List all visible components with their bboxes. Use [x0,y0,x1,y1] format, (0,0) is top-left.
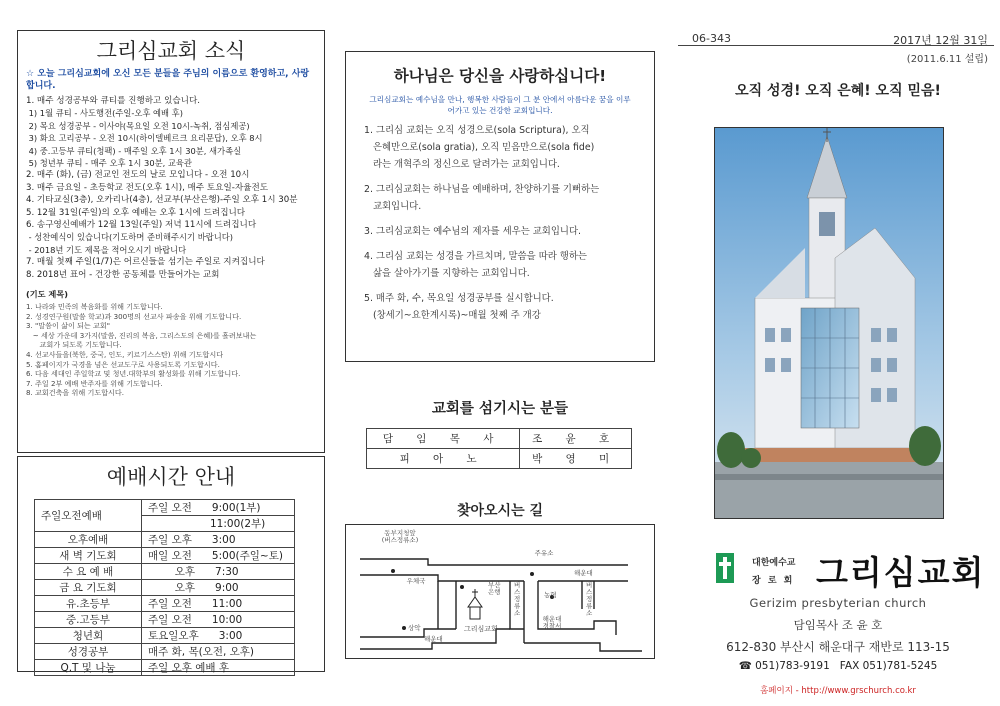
map-label-bus-stop-2: 버 스 정 류 소 [586,581,593,617]
worship-service-name: 오후예배 [35,532,142,548]
news-item: 3) 화요 고리공부 - 오전 10시(하이델베르크 요리문답), 오후 8시 [26,133,263,144]
worship-row [35,500,295,516]
worship-time: 토요일오후 3:00 [142,628,295,644]
worship-time: 매일 오전 5:00(주일~토) [142,548,295,564]
worship-time: 오후 9:00 [142,580,295,596]
map-label-haeundae-bottom: 해운대 [424,635,443,643]
church-map-icon [468,589,482,619]
church-cross-logo [716,553,734,583]
love-item: 2. 그리심교회는 하나님을 예배하며, 찬양하기를 기뻐하는 [364,184,600,195]
worship-time: 주일 오전 10:00 [142,612,295,628]
love-title: 하나님은 당신을 사랑하십니다! [393,67,607,85]
news-item: 4) 중.고등부 큐티(청팩) - 매주일 오후 1시 30분, 새가족실 [26,145,242,156]
worship-service-name: 새 벽 기도회 [35,548,142,564]
worship-service-name: 청년회 [35,628,142,644]
love-box [345,51,655,362]
issue-code: 06-343 [692,32,731,45]
worship-row [35,548,295,564]
prayer-item: 교회가 되도록 기도합니다. [26,340,122,350]
worship-service-name: 금 요 기도회 [35,580,142,596]
prayer-item: 2. 성경연구원(말씀 학교)과 300명의 선교사 파송을 위해 기도합니다. [26,311,242,321]
love-item: 4. 그리심 교회는 성경을 가르치며, 말씀을 따라 행하는 [364,251,587,262]
church-address: 612-830 부산시 해운대구 재반로 113-15 [726,640,950,654]
church-name: 그리심교회 [816,553,986,592]
news-items [18,92,324,281]
love-item [364,215,654,223]
map-label-dongbu: 동부지청앞 (버스정류소) [381,529,419,544]
prayer-title: (기도 제목) [26,289,68,300]
love-items [346,116,654,324]
map-label-nonghyup: 농협 [544,591,557,599]
server-role: 피 아 노 [367,449,520,469]
worship-row [35,660,295,676]
server-row [367,449,632,469]
server-name: 조 윤 호 [520,429,632,449]
servers-title: 교회를 섬기시는 분들 [431,401,569,417]
denomination-bottom: 장 로 회 [752,576,795,586]
worship-service-name: 수 요 예 배 [35,564,142,580]
church-english-name: Gerizim presbyterian church [749,596,927,610]
server-role: 담 임 목 사 [367,429,520,449]
prayer-item: 3. "말씀이 삶이 되는 교회" [26,321,110,331]
issue-date: 2017년 12월 31일 [893,34,988,47]
news-item: - 2018년 기도 제목을 적어오시기 바랍니다 [26,244,187,255]
directions-map [346,525,654,658]
founded-date: (2011.6.11 설립) [906,54,988,65]
worship-row [35,532,295,548]
header-rule [678,45,994,46]
worship-time: 주일 오후 3:00 [142,532,295,548]
worship-row [35,628,295,644]
worship-service-name: 주일오전예배 [35,500,142,532]
worship-row [35,644,295,660]
map-label-bus-stop-1: 버 스 정 류 소 [514,581,521,617]
map-label-post-office: 우체국 [406,577,426,585]
worship-row [35,564,295,580]
love-item: 삶을 살아가기를 지향하는 교회입니다. [364,268,530,279]
prayer-items [18,302,324,398]
worship-title: 예배시간 안내 [106,465,236,489]
prayer-item: ~ 세상 가운데 3가지(말씀, 진리의 복음, 그리스도의 은혜)를 흘려보내는 [26,330,257,340]
server-row [367,429,632,449]
church-phone: ☎ 051)783-9191 FAX 051)781-5245 [738,660,938,672]
news-item: 1) 1월 큐티 - 사도행전(주일-오후 예배 후) [26,108,183,119]
server-name: 박 영 미 [520,449,632,469]
love-item: 은혜만으로(sola gratia), 오직 믿음만으로(sola fide) [364,142,595,153]
church-photo [714,127,944,519]
servers-table-wrap [366,428,632,469]
worship-time: 주일 오전 11:00 [142,596,295,612]
worship-service-name: 성경공부 [35,644,142,660]
worship-row [35,580,295,596]
news-item: 6. 송구영신예배가 12월 13일(주일) 저녁 11시에 드려집니다 [26,220,257,231]
worship-time: 주일 오후 예배 후 [142,660,295,676]
worship-time: 11:00(2부) [142,516,295,532]
love-item: 1. 그리심 교회는 오직 성경으로(sola Scriptura), 오직 [364,125,590,136]
worship-row [35,596,295,612]
news-item: - 성찬예식이 있습니다(기도하며 준비해주시기 바랍니다) [26,232,233,243]
prayer-item: 4. 선교사들을(북한, 중국, 인도, 키르기스스탄) 위해 기도합시다 [26,350,224,360]
love-item: 5. 매주 화, 수, 목요일 성경공부를 실시합니다. [364,293,554,304]
prayer-item: 8. 교회건축을 위해 기도합시다. [26,388,125,398]
worship-time: 매주 화, 목(오전, 오후) [142,644,295,660]
prayer-item: 6. 다음 세대인 주일학교 및 청년.대학부의 활성화를 위해 기도합니다. [26,369,241,379]
worship-service-name: Q.T 및 나눔 [35,660,142,676]
worship-table [34,499,295,676]
love-item: 3. 그리심교회는 예수님의 제자를 세우는 교회입니다. [364,226,582,237]
cross-icon [716,553,734,583]
love-item: 라는 개혁주의 정신으로 달려가는 교회입니다. [364,159,560,170]
love-item [364,282,654,290]
servers-table [366,428,632,469]
map-label-busan-bank: 부산 은행 [488,581,501,596]
denomination-top: 대한예수교 [752,558,796,568]
news-item: 7. 매월 첫째 주일(1/7)은 어르신들을 섬기는 주일로 지켜집니다 [26,257,265,268]
map-label-haeundae-top: 해운대 [574,569,593,577]
map-label-gas-station: 주유소 [534,549,554,557]
map-label-police: 해운대 경찰서 [542,615,562,630]
map-title: 찾아오시는 길 [456,503,544,519]
love-item [364,240,654,248]
news-box [17,30,325,453]
pastor-name: 담임목사 조 윤 호 [793,618,883,632]
prayer-item: 7. 주일 2부 예배 반주자를 위해 기도합니다. [26,378,163,388]
love-item: 교회입니다. [364,201,422,212]
worship-box [17,456,325,672]
prayer-item: 5. 홈페이지가 국경을 넘은 선교도구로 사용되도록 기도합시다. [26,359,220,369]
news-item: 3. 매주 금요일 - 초등학교 전도(오후 1시), 매주 토요일-자율전도 [26,182,269,193]
love-subtitle: 그리심교회는 예수님을 만나, 행복한 사람들이 그 분 안에서 아름다운 꿈을 이루어가고 있는 건강한 교회입니다. [369,95,631,115]
church-building-image [715,128,943,518]
worship-row [35,612,295,628]
news-item: 1. 매주 성경공부와 큐티를 진행하고 있습니다. [26,96,201,106]
news-item: 4. 기타교실(3층), 오카리나(4층), 선교부(부산은행)-주일 오후 1시 30분 [26,195,298,206]
map-label-church: 그리심교회 [464,625,498,633]
news-item: 2. 매주 (화), (금) 전교인 전도의 날로 모입니다 - 오전 10시 [26,170,250,181]
news-title: 그리심교회 소식 [96,39,246,63]
worship-time: 주일 오전 9:00(1부) [142,500,295,516]
news-item: 5) 청년부 큐티 - 매주 오후 1시 30분, 교육관 [26,158,192,169]
love-item [364,173,654,181]
news-item: 5. 12월 31일(주일)의 오후 예배는 오후 1시에 드려집니다 [26,207,246,218]
worship-service-name: 유.초등부 [35,596,142,612]
news-item: 2) 목요 성경공부 - 이사야(목요일 오전 10시-녹취, 점심제공) [26,120,250,131]
slogan: 오직 성경! 오직 은혜! 오직 믿음! [735,83,941,99]
worship-service-name: 중.고등부 [35,612,142,628]
news-item: 8. 2018년 표어 - 건강한 공동체를 만들어가는 교회 [26,269,220,280]
map-label-sangak: 상악 [408,624,421,632]
church-homepage-link[interactable]: 홈페이지 - http://www.grschurch.co.kr [760,686,916,696]
worship-time: 오후 7:30 [142,564,295,580]
news-welcome: ☆ 오늘 그리심교회에 오신 모든 분들을 주님의 이름으로 환영하고, 사랑합니다. [26,69,310,91]
map-box [345,524,655,659]
love-item: (창세기~요한계시록)~매월 첫째 주 개강 [364,310,541,321]
prayer-item: 1. 나라와 민족의 복음화를 위해 기도합니다. [26,302,163,312]
